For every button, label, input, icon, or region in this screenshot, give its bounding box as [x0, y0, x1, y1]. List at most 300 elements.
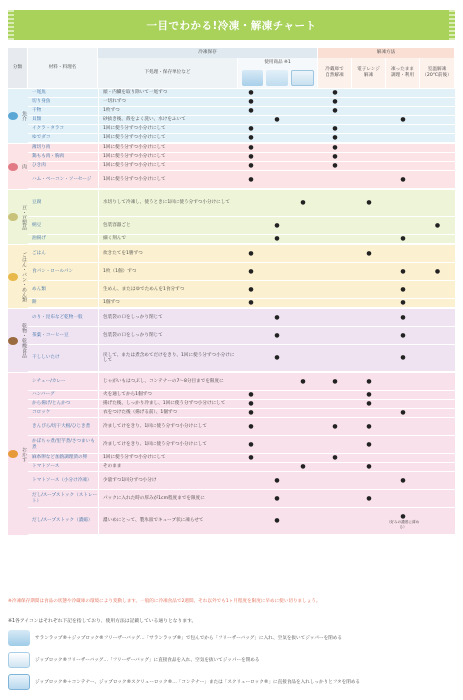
thaw-method-mark [386, 409, 420, 417]
thaw-dot: ● [366, 377, 372, 385]
thaw-dot: ● [366, 199, 372, 207]
thaw-dot: ● [332, 162, 338, 170]
thaw-method-mark [386, 217, 420, 234]
thaw-dot: ● [366, 494, 372, 502]
thaw-method-mark [420, 125, 455, 133]
thaw-method-mark [420, 472, 455, 489]
use-item-mark [264, 153, 290, 161]
thaw-method-mark [352, 263, 386, 280]
use-item-mark [264, 373, 290, 390]
use-item-mark: ● [248, 98, 254, 106]
material-name: だし/スープストック（濃縮） [32, 518, 93, 524]
thaw-method-mark [420, 309, 455, 326]
container-icon [8, 674, 30, 690]
use-item-mark: ● [248, 107, 254, 115]
use-item-mark: ● [300, 377, 306, 385]
header-material: 材料・料理名 [28, 48, 98, 88]
thaw-method-mark [352, 436, 386, 453]
thaw-method-mark [386, 327, 420, 344]
thaw-method-mark [386, 134, 420, 142]
table-row [28, 373, 455, 391]
thaw-method-mark [352, 309, 386, 326]
prep-note: 濃いめにとって、製氷皿でキューブ状に凍らせて [98, 508, 238, 534]
legend-text: サランラップ®＋ジップロック®フリーザーバッグ…「サランラップ®」で包んでから「フリーザーバッグ」に入れ、空気を抜いてジッパーを閉める [35, 636, 342, 641]
use-item-mark: ● [274, 221, 280, 229]
thaw-method-mark [352, 472, 386, 489]
use-item-mark [290, 327, 316, 344]
legend-item [8, 650, 455, 670]
use-item-mark [264, 418, 290, 435]
legend-item [8, 672, 455, 692]
use-item-mark: ● [274, 476, 280, 484]
thaw-dot: ● [434, 267, 441, 275]
use-item-mark [238, 235, 264, 243]
use-item-mark [264, 299, 290, 307]
thaw-method-mark [352, 245, 386, 262]
header-thaw-microwave: 電子レンジ 解凍 [352, 58, 386, 88]
thaw-method-mark [420, 190, 455, 216]
thaw-method-mark [386, 162, 420, 170]
use-item-mark [238, 490, 264, 507]
table-row [28, 400, 455, 409]
material-name: 干ししいたけ [32, 355, 60, 361]
thaw-method-mark [318, 391, 352, 399]
thaw-method-mark [420, 217, 455, 234]
category-name: 肉 [21, 164, 27, 169]
prep-note: 1回に使う分ずつ小分けにして [98, 134, 238, 142]
use-item-mark [238, 345, 264, 371]
thaw-dot: ● [366, 391, 372, 399]
prep-note: 1回に使う分ずつ小分けにして [98, 454, 238, 462]
thaw-method-mark [352, 463, 386, 471]
thaw-dot: ● [400, 476, 406, 484]
thaw-dot: ● [332, 153, 338, 161]
prep-note: じゃがいもはつぶし、コンテナーの7〜8分目までを限度に [98, 373, 238, 390]
thaw-dot: ● [366, 440, 372, 448]
header-use-items: 使用商品 ※1 [238, 58, 318, 88]
use-item-mark [290, 400, 316, 408]
table-row [28, 89, 455, 98]
material-name: かぼちゃ煮/里芋煮/さつまいも煮 [32, 439, 95, 450]
prep-note: 1回に使う分ずつ小分けにして [98, 125, 238, 133]
table-row [28, 245, 455, 263]
category-label [8, 309, 28, 372]
thaw-method-mark [420, 327, 455, 344]
thaw-method-mark [386, 436, 420, 453]
thaw-method-mark [318, 409, 352, 417]
use-item-mark [290, 391, 316, 399]
thaw-method-mark [318, 345, 352, 371]
use-item-mark [238, 373, 264, 390]
legend-text: ジップロック®＋コンテナー、ジップロック®スクリューロック®…「コンテナー」または「スクリューロック®」に直接食品を入れしっかりとフタを閉める [35, 680, 361, 685]
category-name: 豆・豆製品 [21, 204, 27, 230]
freezer-bag-icon [266, 70, 287, 86]
use-item-mark [290, 418, 316, 435]
thaw-method-mark [352, 190, 386, 216]
use-item-mark [238, 309, 264, 326]
table-row [28, 345, 455, 372]
use-item-mark [264, 125, 290, 133]
use-item-mark: ● [274, 331, 280, 339]
thaw-method-mark [420, 463, 455, 471]
thaw-method-mark [386, 490, 420, 507]
thaw-dot: ● [332, 107, 338, 115]
material-name: 薄切り肉 [32, 145, 51, 151]
use-item-mark: ● [248, 249, 254, 257]
material-name: だし/スープストック（ストレート） [32, 493, 98, 504]
prep-note: 揚げた後、しっかり冷まし、1回に使う分ずつ小分けにして [98, 400, 238, 408]
use-item-mark: ● [248, 454, 254, 462]
legend-text: ジップロック®フリーザーバッグ…「フリーザーバッグ」に直接食品を入れ、空気を抜いてジッパーを閉める [35, 658, 260, 663]
thaw-method-mark [352, 454, 386, 462]
use-item-mark: ● [274, 517, 280, 525]
material-name: ハンバーグ [32, 392, 55, 398]
use-item-mark [238, 217, 264, 234]
use-item-mark: ● [248, 422, 254, 430]
category-section [8, 88, 455, 143]
page-title: 一目でわかる!冷凍・解凍チャート [8, 10, 455, 40]
use-item-mark [290, 153, 316, 161]
use-item-mark [290, 98, 316, 106]
thaw-method-mark [420, 98, 455, 106]
use-item-mark [264, 134, 290, 142]
wrap-bag-icon [8, 630, 30, 646]
thaw-method-mark [420, 508, 455, 534]
use-item-mark [264, 409, 290, 417]
thaw-method-mark [318, 436, 352, 453]
use-item-mark: ● [300, 463, 306, 471]
thaw-dot: ● [366, 463, 372, 471]
material-name: コロッケ [32, 410, 51, 416]
thaw-dot: ● [400, 285, 406, 293]
thaw-method-mark [420, 281, 455, 298]
use-item-mark [290, 472, 316, 489]
category-section [8, 372, 455, 535]
thaw-method-mark [386, 309, 420, 326]
use-item-mark: ● [248, 409, 254, 417]
prep-note: 冷ましてけをきり、1回に使う分ずつ小分けにして [98, 436, 238, 453]
thaw-method-mark [352, 345, 386, 371]
category-name: 魚介 [21, 111, 27, 121]
use-item-mark [290, 490, 316, 507]
table-row [28, 409, 455, 418]
thaw-method-mark [318, 125, 352, 133]
prep-note: 頭・内臓を取り除いて一尾ずつ [98, 89, 238, 97]
thaw-method-mark [318, 400, 352, 408]
material-name: めん類 [32, 286, 46, 292]
thaw-method-mark [352, 153, 386, 161]
material-name: トマトソース [32, 464, 60, 470]
material-name: 一尾魚 [32, 90, 46, 96]
material-name: ひき肉 [32, 163, 46, 169]
use-item-mark [238, 327, 264, 344]
prep-note: 砂抜き後、殻をよく洗い、水けをふいて [98, 116, 238, 124]
thaw-dot: ● [332, 377, 338, 385]
thaw-method-mark [420, 162, 455, 170]
thaw-method-mark [318, 171, 352, 188]
thaw-method-mark [420, 153, 455, 161]
table-row [28, 162, 455, 171]
thaw-method-mark [420, 116, 455, 124]
food-icon [8, 450, 18, 458]
thaw-method-mark [420, 89, 455, 97]
legend-heading: ※1各アイコンはそれぞれ下記を指しており、使用方法は記載している通りとなります。 [8, 619, 197, 624]
prep-note: 1回に使う分ずつ小分けにして [98, 153, 238, 161]
table-row [28, 171, 455, 189]
category-label [8, 190, 28, 244]
use-item-mark [264, 436, 290, 453]
thaw-dot: ● [434, 221, 441, 229]
thaw-method-mark [386, 454, 420, 462]
thaw-method-mark [318, 153, 352, 161]
table-row [28, 463, 455, 472]
prep-note: 水切りして冷凍し、使うときに1回に使う分ずつ小分けにして [98, 190, 238, 216]
thaw-method-mark [318, 144, 352, 152]
use-item-mark [264, 162, 290, 170]
material-name: ごはん [32, 250, 46, 256]
prep-note: 細く刻んで [98, 235, 238, 243]
category-section [8, 189, 455, 244]
thaw-method-mark [386, 190, 420, 216]
header-freeze: 冷凍保存 [98, 48, 318, 58]
table-row [28, 125, 455, 134]
thaw-dot: ● [400, 235, 406, 243]
freeze-thaw-chart [8, 48, 455, 535]
thaw-method-mark [386, 125, 420, 133]
wrap-bag-icon [242, 70, 263, 86]
use-item-mark: ● [248, 144, 254, 152]
use-item-mark [290, 125, 316, 133]
use-item-mark [238, 463, 264, 471]
table-row [28, 281, 455, 299]
thaw-method-mark [352, 235, 386, 243]
use-item-mark [264, 190, 290, 216]
thaw-method-mark [318, 463, 352, 471]
food-icon [8, 337, 18, 345]
material-name: 鶏もも肉・胸肉 [32, 154, 65, 160]
thaw-method-mark [318, 454, 352, 462]
thaw-method-mark [352, 89, 386, 97]
thaw-dot: ● [332, 125, 338, 133]
thaw-dot: ● [400, 513, 406, 521]
use-item-mark [264, 98, 290, 106]
thaw-dot: ● [400, 175, 406, 183]
material-name: のり・昆布など乾物一般 [32, 314, 83, 320]
use-item-mark: ● [248, 162, 254, 170]
table-header [8, 48, 455, 88]
table-row [28, 418, 455, 436]
thaw-method-mark [420, 144, 455, 152]
material-name: から揚げ/とんかつ [32, 401, 71, 407]
thaw-method-mark [386, 391, 420, 399]
thaw-method-mark [352, 107, 386, 115]
food-icon [8, 213, 18, 221]
thaw-method-mark [318, 89, 352, 97]
use-item-mark: ● [248, 391, 254, 399]
table-row [28, 436, 455, 454]
thaw-method-mark [386, 263, 420, 280]
thaw-method-mark [352, 116, 386, 124]
use-item-mark: ● [248, 153, 254, 161]
use-item-mark: ● [274, 235, 280, 243]
use-item-mark [264, 263, 290, 280]
table-row [28, 454, 455, 463]
thaw-method-mark [318, 299, 352, 307]
use-item-mark: ● [248, 440, 254, 448]
table-row [28, 134, 455, 143]
thaw-method-mark [318, 309, 352, 326]
thaw-dot: ● [332, 89, 338, 97]
thaw-method-mark [420, 436, 455, 453]
table-row [28, 263, 455, 281]
table-row [28, 299, 455, 308]
material-name: 食パン・ロールパン [32, 268, 73, 274]
use-item-mark [290, 235, 316, 243]
thaw-method-mark [352, 418, 386, 435]
table-row [28, 309, 455, 327]
thaw-method-mark [352, 171, 386, 188]
table-row [28, 508, 455, 535]
thaw-dot: ● [400, 354, 406, 362]
thaw-method-mark [352, 409, 386, 417]
header-thaw-frozen: 凍ったまま 調理・利用 [386, 58, 420, 88]
thaw-method-mark [386, 508, 420, 534]
use-item-mark [238, 190, 264, 216]
thaw-dot: ● [332, 134, 338, 142]
thaw-dot: ● [400, 313, 406, 321]
header-thaw-room: 室温解凍 （20℃前後） [420, 58, 455, 88]
thaw-method-mark [386, 235, 420, 243]
thaw-method-mark [420, 107, 455, 115]
use-item-icons [242, 70, 314, 86]
use-item-mark: ● [274, 116, 280, 124]
use-item-mark [290, 162, 316, 170]
thaw-dot: ● [366, 422, 372, 430]
thaw-method-mark [386, 89, 420, 97]
material-name: トマトソース（小分け冷凍） [32, 477, 92, 483]
use-item-mark: ● [274, 354, 280, 362]
material-name: 切り身魚 [32, 99, 51, 105]
thaw-method-mark [386, 373, 420, 390]
thaw-method-mark [386, 245, 420, 262]
use-item-mark [290, 171, 316, 188]
use-item-mark: ● [248, 134, 254, 142]
thaw-method-mark [318, 190, 352, 216]
material-name: 貝類 [32, 117, 42, 123]
prep-note: 火を通してから1個ずつ [98, 391, 238, 399]
category-section [8, 244, 455, 308]
thaw-method-mark [352, 373, 386, 390]
thaw-method-mark [352, 400, 386, 408]
prep-note: パックに入れた時の厚みが1cm程度までを限度に [98, 490, 238, 507]
thaw-method-mark [352, 490, 386, 507]
table-row [28, 190, 455, 217]
prep-note: 1個ずつ [98, 299, 238, 307]
thaw-method-mark [318, 134, 352, 142]
material-name: イクラ・タラコ [32, 126, 65, 132]
use-item-mark: ● [248, 175, 254, 183]
prep-note: 1回に使う分ずつ小分けにして [98, 171, 238, 188]
prep-note: 包装袋の口をしっかり閉じて [98, 327, 238, 344]
thaw-method-mark [318, 245, 352, 262]
use-item-mark [290, 436, 316, 453]
thaw-dot: ● [332, 454, 338, 462]
prep-note: 衣をつけた後（揚げる前）、1個ずつ [98, 409, 238, 417]
use-item-mark [264, 400, 290, 408]
thaw-method-mark [318, 217, 352, 234]
thaw-method-mark [352, 391, 386, 399]
thaw-note: （好みの濃度に薄める） [386, 520, 420, 529]
thaw-method-mark [386, 400, 420, 408]
food-icon [8, 273, 18, 281]
prep-note: 1枚ずつ [98, 107, 238, 115]
table-row [28, 153, 455, 162]
thaw-method-mark [318, 281, 352, 298]
thaw-method-mark [318, 116, 352, 124]
use-item-mark: ● [300, 199, 306, 207]
thaw-dot: ● [400, 116, 406, 124]
thaw-method-mark [420, 400, 455, 408]
use-item-mark [264, 391, 290, 399]
material-name: 豆腐 [32, 200, 42, 206]
use-item-mark [264, 245, 290, 262]
header-category: 分類 [8, 48, 28, 88]
thaw-method-mark [318, 235, 352, 243]
material-name: ゆでダコ [32, 135, 51, 141]
prep-note: 炊きたてを1膳ずつ [98, 245, 238, 262]
use-item-mark [290, 508, 316, 534]
thaw-method-mark [420, 409, 455, 417]
table-row [28, 116, 455, 125]
thaw-method-mark [420, 373, 455, 390]
table-row [28, 391, 455, 400]
table-row [28, 217, 455, 235]
freezer-bag-icon [8, 652, 30, 668]
prep-note: 1回に使う分ずつ小分けにして [98, 144, 238, 152]
thaw-method-mark [318, 373, 352, 390]
category-label [8, 89, 28, 143]
use-item-mark [264, 107, 290, 115]
category-label [8, 144, 28, 189]
thaw-method-mark [420, 171, 455, 188]
use-item-mark: ● [248, 125, 254, 133]
material-name: 納豆 [32, 222, 42, 228]
category-name: 乾物・乾燥食品 [21, 323, 27, 358]
prep-note: 1回に使う分ずつ小分けにして [98, 162, 238, 170]
thaw-method-mark [420, 418, 455, 435]
use-item-mark [290, 309, 316, 326]
use-item-mark [290, 263, 316, 280]
container-icon [291, 70, 314, 86]
thaw-method-mark [352, 125, 386, 133]
thaw-method-mark [386, 144, 420, 152]
use-item-mark [264, 281, 290, 298]
table-body [8, 88, 455, 535]
thaw-method-mark [352, 98, 386, 106]
legend-item [8, 628, 455, 648]
use-item-mark [290, 217, 316, 234]
material-name: 餅 [32, 300, 37, 306]
header-prep: 下処理・保存単位など [98, 58, 238, 88]
table-row [28, 327, 455, 345]
prep-note: 包装容器ごと [98, 217, 238, 234]
food-icon [8, 163, 18, 171]
thaw-method-mark [386, 472, 420, 489]
use-item-mark [290, 107, 316, 115]
prep-note: 生めん、またはゆでためんを1食分ずつ [98, 281, 238, 298]
table-row [28, 490, 455, 508]
thaw-method-mark [420, 345, 455, 371]
